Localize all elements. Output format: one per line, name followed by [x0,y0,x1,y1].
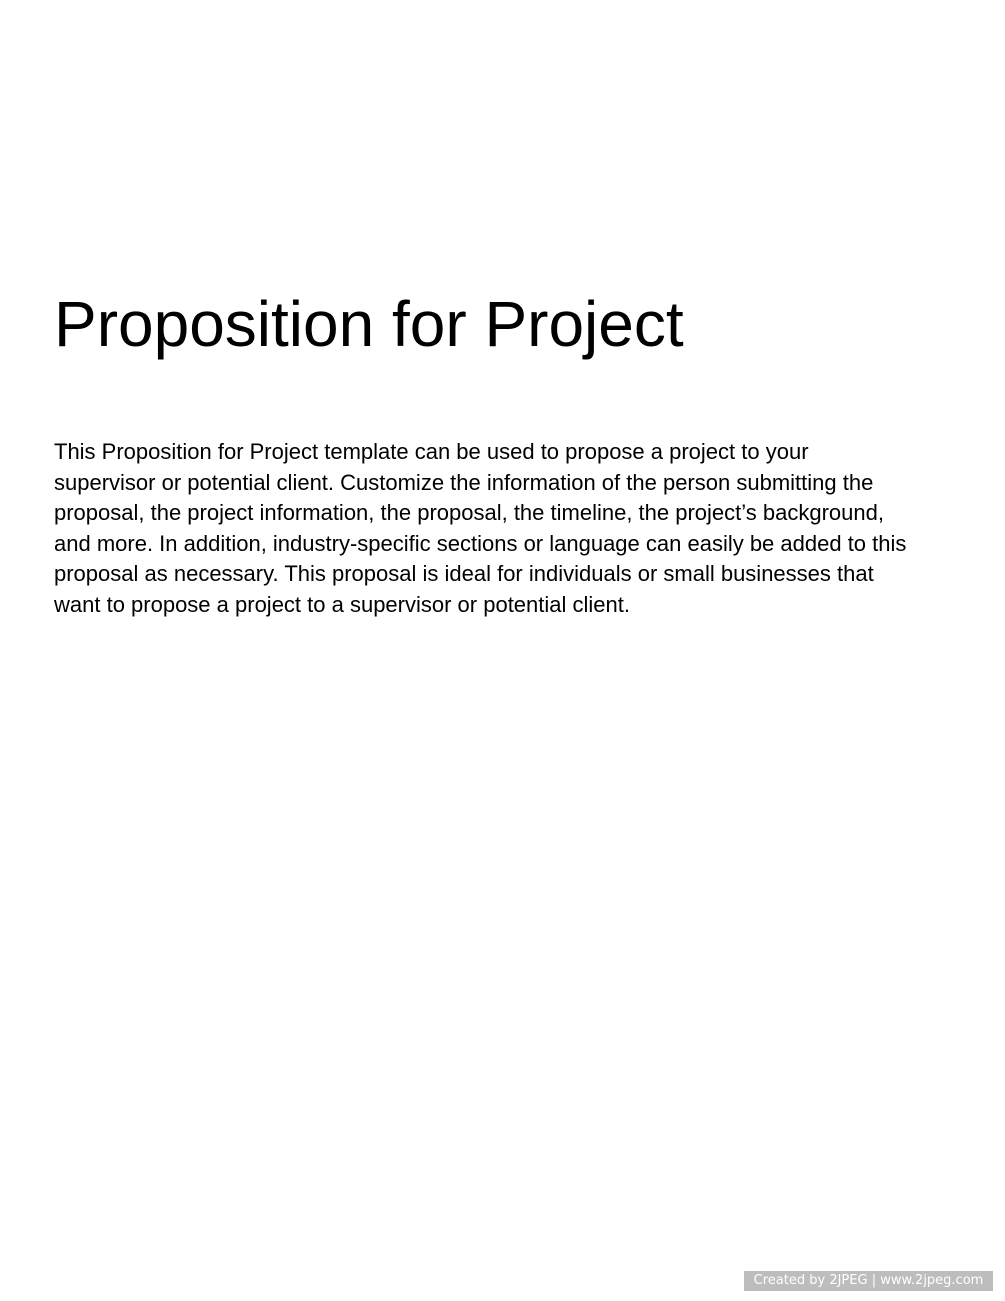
body-line: supervisor or potential client. Customize the information of the person submitting the [54,469,874,495]
page-title: Proposition for Project [54,288,684,360]
watermark-label: Created by 2JPEG | www.2jpeg.com [744,1271,993,1291]
body-paragraph [54,437,954,621]
body-line: want to propose a project to a supervisor or potential client. [54,591,630,617]
body-line: proposal as necessary. This proposal is ideal for individuals or small businesses that [54,561,874,587]
body-line: proposal, the project information, the proposal, the timeline, the project’s background, [54,500,884,526]
body-line: and more. In addition, industry-specific sections or language can easily be added to this [54,530,907,556]
body-line: This Proposition for Project template can be used to propose a project to your [54,439,809,464]
